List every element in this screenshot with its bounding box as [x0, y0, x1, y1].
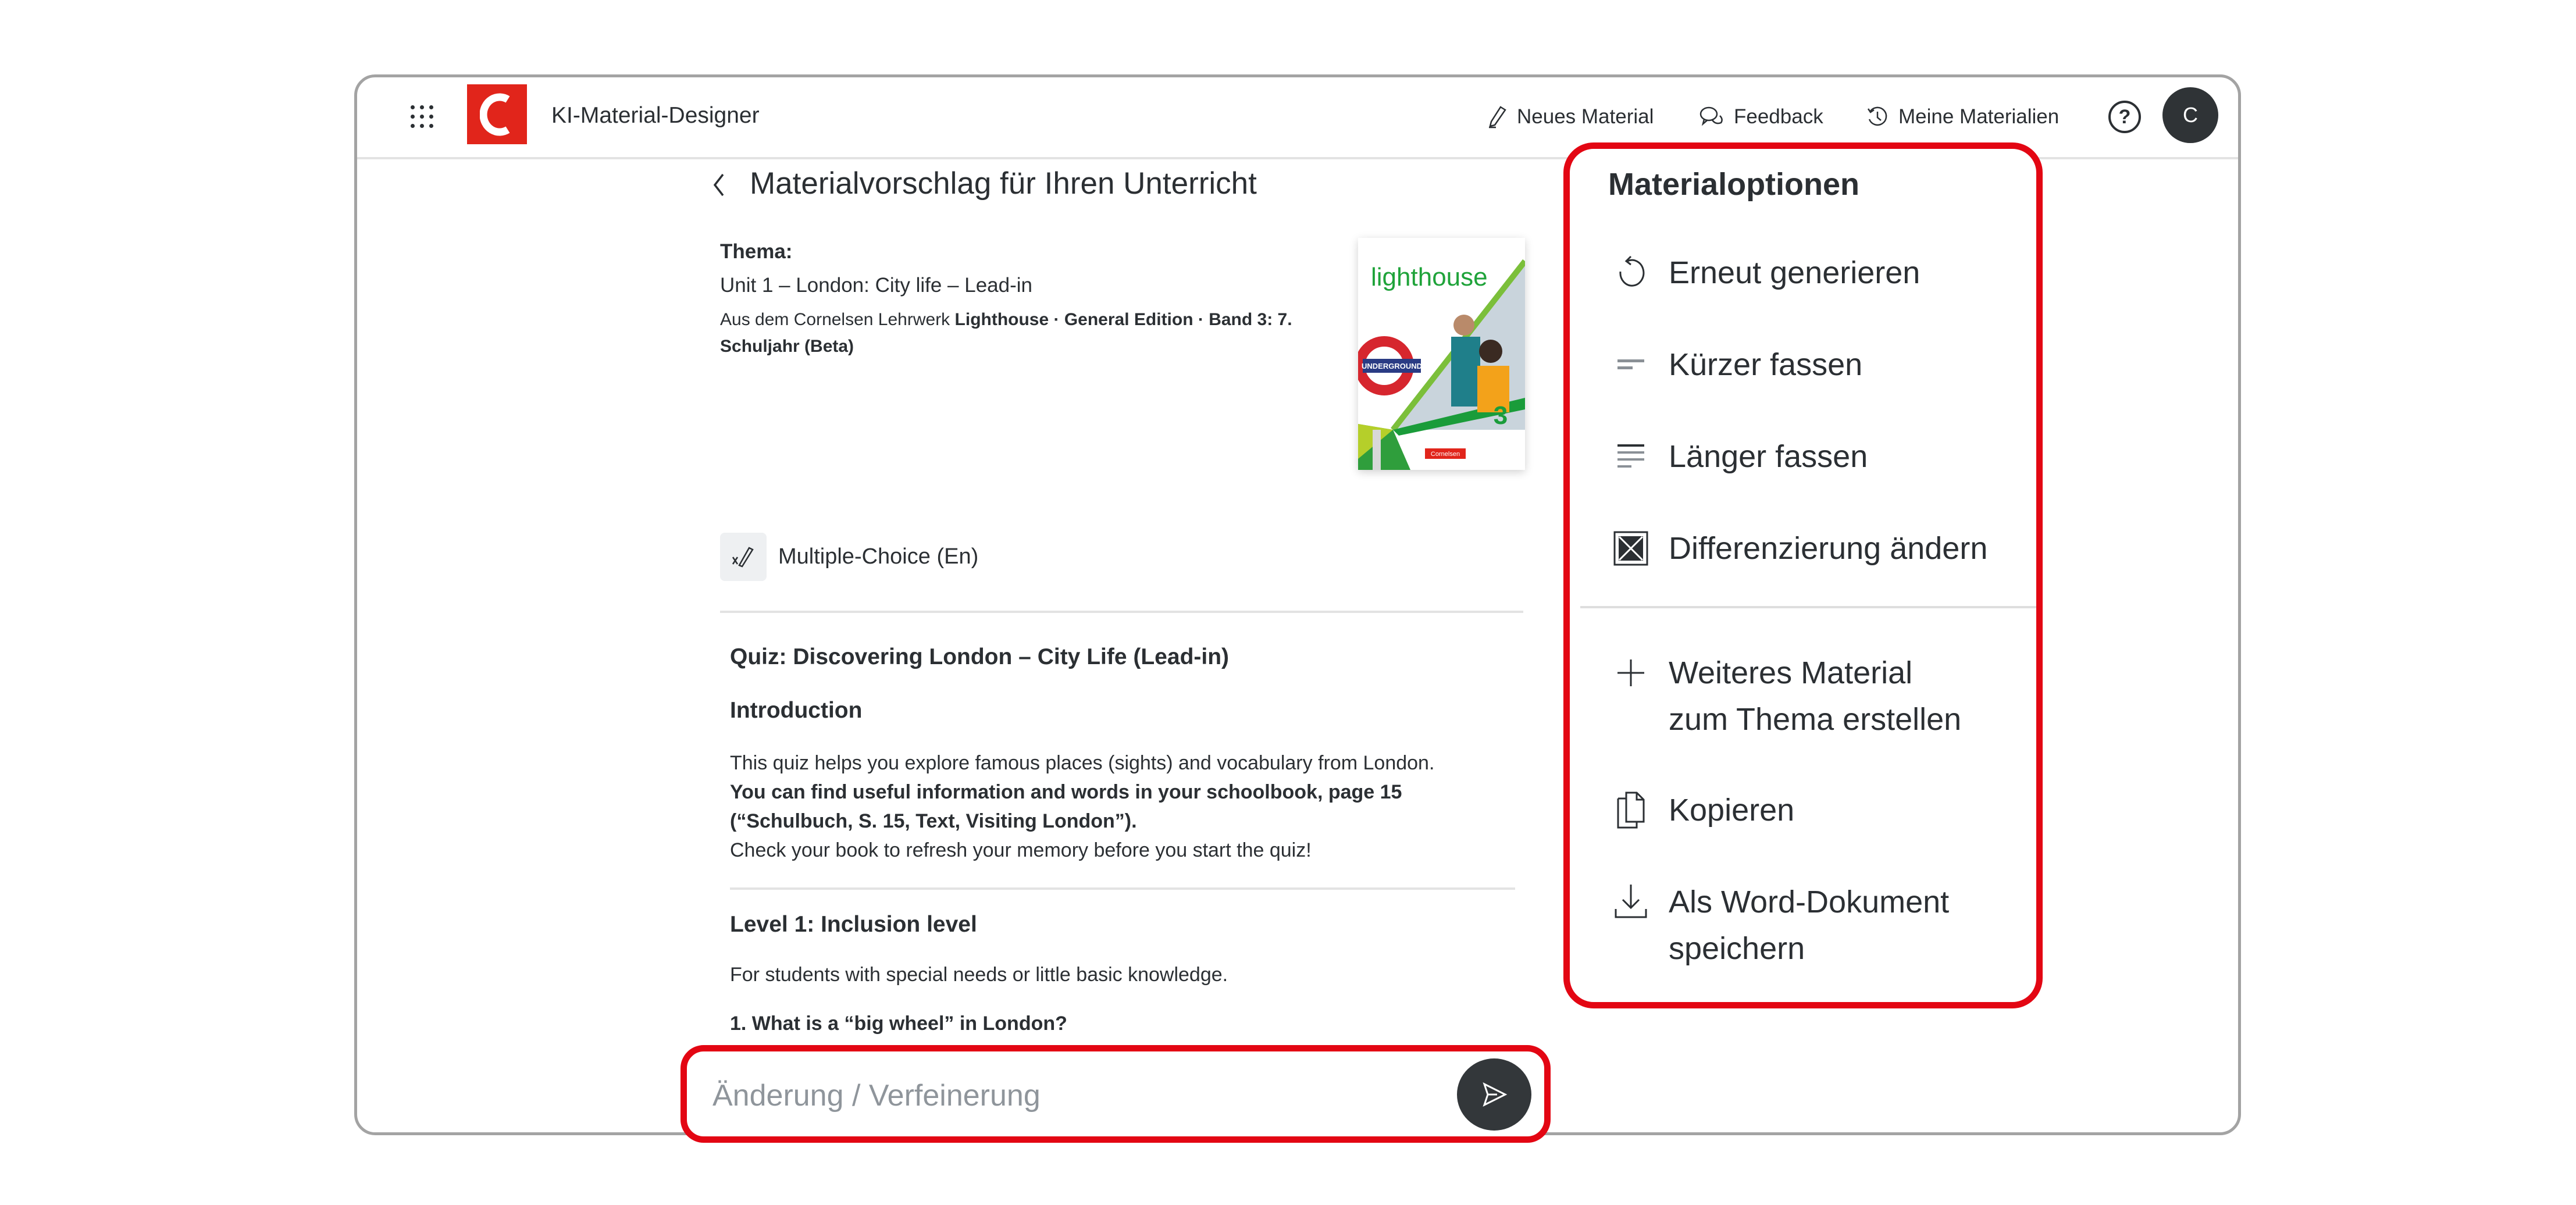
option-differentiation[interactable]	[1611, 525, 1987, 572]
option-copy[interactable]	[1611, 787, 1794, 833]
lengthen-icon	[1616, 442, 1645, 471]
source-textbook: Lighthouse · General Edition · Band 3: 7. Schuljahr (Beta)	[720, 310, 1292, 356]
nav-feedback-label: Feedback	[1734, 105, 1823, 128]
textbook-cover	[1358, 238, 1525, 470]
chat-bubbles-icon	[1699, 105, 1725, 129]
option-lengthen-label: Länger fassen	[1669, 439, 1868, 474]
material-options-panel	[1563, 142, 2043, 1008]
shorten-icon	[1616, 356, 1645, 373]
help-icon: ?	[2118, 105, 2131, 128]
intro-heading: Introduction	[730, 698, 863, 723]
content-layer	[3, 3, 2576, 1205]
option-lengthen[interactable]	[1611, 433, 1868, 480]
send-icon	[1480, 1081, 1509, 1108]
nav-feedback[interactable]	[1699, 99, 1823, 134]
cover-number: 3	[1493, 401, 1508, 430]
refinement-input[interactable]	[711, 1069, 1441, 1122]
send-button[interactable]	[1457, 1058, 1531, 1131]
plus-icon	[1616, 658, 1645, 687]
option-differentiation-label: Differenzierung ändern	[1669, 531, 1988, 566]
question-1: 1. What is a “big wheel” in London?	[730, 1013, 1067, 1035]
back-chevron-icon[interactable]	[707, 167, 730, 202]
option-copy-label: Kopieren	[1669, 793, 1795, 828]
option-shorten-label: Kürzer fassen	[1669, 347, 1863, 382]
option-regenerate[interactable]	[1611, 249, 1920, 296]
option-more-material-label: Weiteres Material zum Thema erstellen	[1669, 655, 1962, 737]
level-heading: Level 1: Inclusion level	[730, 912, 977, 937]
intro-line-2: You can find useful information and words in your schoolbook, page 15 (“Schulbuch, S. 15, Text, Visiting London”).	[730, 781, 1402, 832]
cover-sign-text: UNDERGROUND	[1362, 362, 1422, 370]
checkmark-pencil-icon	[731, 544, 756, 570]
history-icon	[1866, 105, 1889, 129]
divider	[730, 887, 1515, 890]
level-description: For students with special needs or little basic knowledge.	[730, 964, 1228, 986]
user-avatar[interactable]	[2162, 87, 2218, 143]
option-shorten[interactable]	[1611, 341, 1862, 388]
option-regenerate-label: Erneut generieren	[1669, 255, 1921, 290]
copy-icon	[1615, 790, 1647, 830]
intro-line-1: This quiz helps you explore famous places (sights) and vocabulary from London.	[730, 752, 1435, 774]
source-prefix: Aus dem Cornelsen Lehrwerk	[720, 310, 955, 329]
regenerate-icon	[1615, 254, 1647, 291]
thema-source	[720, 306, 1302, 360]
material-type-label: Multiple-Choice (En)	[778, 544, 979, 569]
pencil-icon	[1488, 105, 1508, 129]
nav-my-materials[interactable]	[1866, 99, 2059, 134]
nav-new-material-label: Neues Material	[1517, 105, 1654, 128]
nav-my-materials-label: Meine Materialien	[1898, 105, 2060, 128]
option-save-word[interactable]	[1611, 879, 1971, 972]
avatar-initial: C	[2183, 103, 2198, 127]
quiz-title: Quiz: Discovering London – City Life (Lead-in)	[730, 644, 1230, 669]
page-title: Materialvorschlag für Ihren Unterricht	[750, 166, 1257, 201]
divider	[720, 611, 1523, 613]
cornelsen-logo[interactable]	[467, 84, 527, 144]
options-title: Materialoptionen	[1608, 167, 1860, 202]
differentiation-icon	[1613, 531, 1648, 566]
thema-value: Unit 1 – London: City life – Lead-in	[720, 274, 1032, 297]
app-grid-icon[interactable]	[408, 103, 436, 131]
intro-paragraph	[730, 748, 1515, 865]
intro-line-3: Check your book to refresh your memory before you start the quiz!	[730, 839, 1312, 861]
help-button[interactable]	[2108, 101, 2141, 133]
material-type-chip	[720, 533, 767, 581]
cover-publisher: Cornelsen	[1430, 451, 1460, 458]
logo-c-icon	[480, 91, 515, 138]
app-title: KI-Material-Designer	[551, 103, 760, 128]
thema-label: Thema:	[720, 240, 793, 263]
nav-new-material[interactable]	[1488, 99, 1654, 134]
option-more-material[interactable]	[1611, 650, 1971, 743]
cover-illustration	[1358, 238, 1525, 470]
cover-brand: lighthouse	[1371, 263, 1488, 291]
refinement-input-box	[680, 1045, 1551, 1143]
download-icon	[1613, 883, 1648, 921]
options-divider	[1580, 606, 2036, 608]
option-save-word-label: Als Word-Dokument speichern	[1669, 885, 1950, 966]
